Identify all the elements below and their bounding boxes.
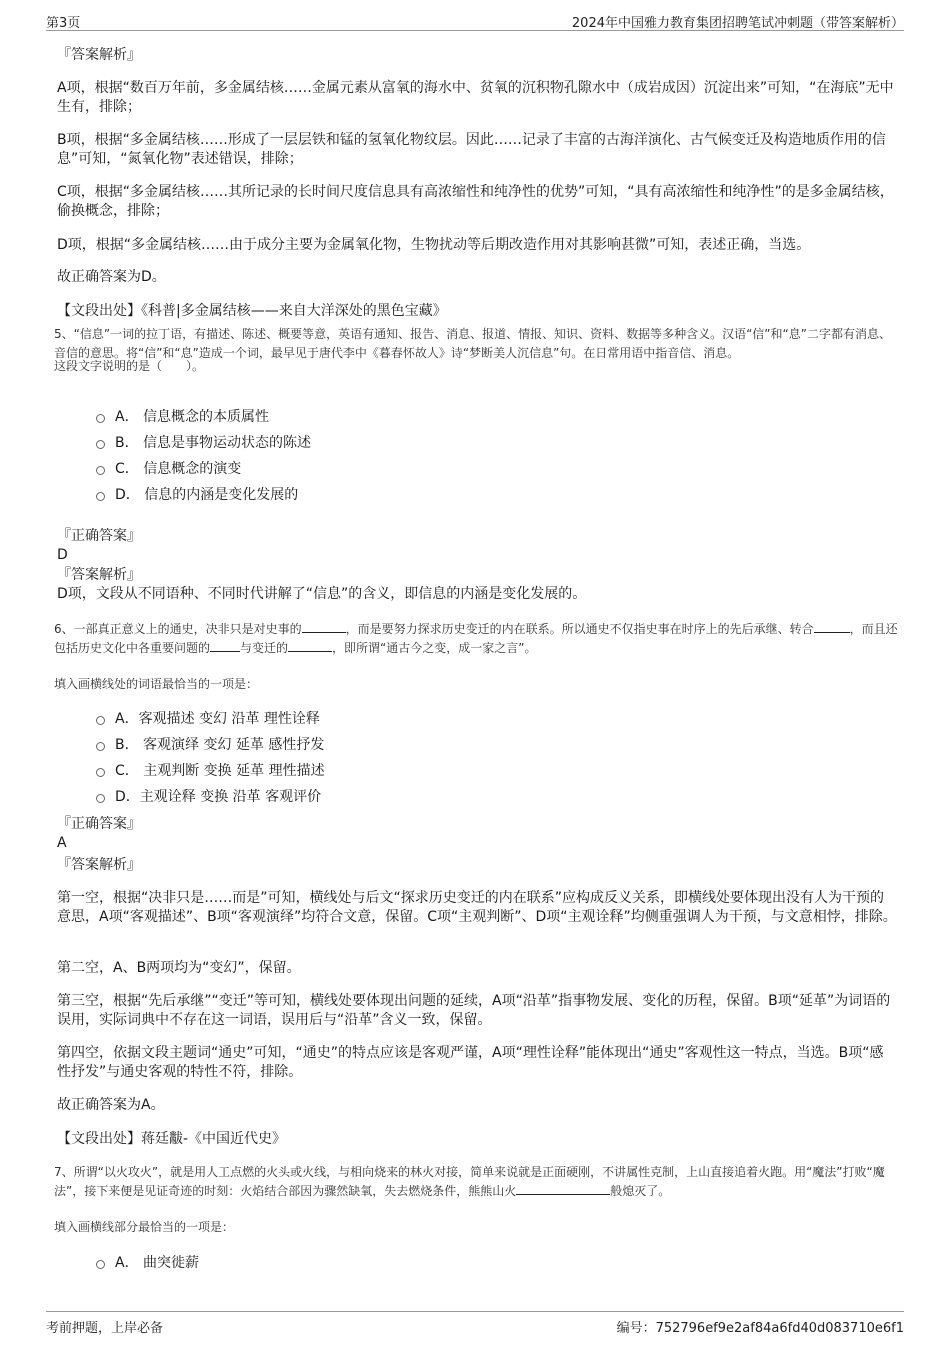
- q6-analysis-3: 第三空，根据“先后承继”“变迁”等可知，横线处要体现出问题的延续，A项“沿革”指事物发展、变化的历程，保留。B项“延革”为词语的误用，实际词典中不存在这一词语，误用后与“沿革”含义一致，保留。: [57, 993, 891, 1028]
- radio-icon[interactable]: [96, 742, 105, 751]
- q4-analysis-a: A项，根据“数百万年前，多金属结核……金属元素从富氧的海水中、贫氧的沉积物孔隙水中（成岩成因）沉淀出来”可知，“在海底”无中生有，排除；: [57, 80, 894, 115]
- q5-stem: 5、“信息”一词的拉丁语，有描述、陈述、概要等意，英语有通知、报告、消息、报道、情报、知识、资料、数据等多种含义。汉语“信”和“息”二字都有消息、音信的意思。将“信”和“息”造成一个词，最早见于唐代李中《暮春怀故人》诗“梦断美人沉信息”句。在日常用语中指音信、消息。: [54, 327, 891, 360]
- q6-analysis-2: 第二空，A、B两项均为“变幻”，保留。: [57, 960, 301, 976]
- q5-prompt: 这段文字说明的是（ ）。: [54, 359, 205, 373]
- radio-icon[interactable]: [96, 1260, 105, 1269]
- blank-2: [814, 620, 850, 633]
- q4-analysis-c: C项，根据“多金属结核……其所记录的长时间尺度信息具有高浓缩性和纯净性的优势”可知，“具有高浓缩性和纯净性”的是多金属结核，偷换概念，排除；: [57, 184, 894, 219]
- q6-answer: A: [57, 835, 67, 851]
- q7-prompt: 填入画横线部分最恰当的一项是：: [54, 1220, 235, 1234]
- radio-icon[interactable]: [96, 768, 105, 777]
- q6-option-b[interactable]: B． 客观演绎 变幻 延革 感性抒发: [96, 735, 324, 755]
- q7-option-a[interactable]: A． 曲突徙薪: [96, 1253, 199, 1273]
- radio-icon[interactable]: [96, 794, 105, 803]
- q7-stem: 7、所谓“以火攻火”，就是用人工点燃的火头或火线，与相向烧来的林火对接，简单来说就是正面硬刚，不讲属性克制，上山直接追着火跑。用“魔法”打败“魔法”，接下来便是见证奇迹的时刻：火焰结合部因为骤然缺氧，失去燃烧条件，熊熊山火 般熄灭了。: [54, 1165, 885, 1198]
- q6-option-a[interactable]: A．客观描述 变幻 沿革 理性诠释: [96, 709, 320, 729]
- q6-analysis-1: 第一空，根据“决非只是……而是”可知，横线处与后文“探求历史变迁的内在联系”应构成反义关系，即横线处要体现出没有人为干预的意思，A项“客观描述”、B项“客观演绎”均符合文意，保留。C项“主观判断”、D项“主观诠释”均侧重强调人为干预，与文意相悖，排除。: [57, 890, 897, 925]
- footer-slogan: 考前押题，上岸必备: [46, 1321, 164, 1336]
- q5-option-a[interactable]: A． 信息概念的本质属性: [96, 407, 269, 427]
- q5-analysis-label: 『答案解析』: [57, 567, 141, 583]
- q4-conclusion: 故正确答案为D。: [57, 269, 166, 285]
- q6-analysis-label: 『答案解析』: [57, 857, 141, 873]
- q4-analysis-label: 『答案解析』: [57, 47, 141, 63]
- q6-prompt: 填入画横线处的词语最恰当的一项是：: [54, 677, 259, 691]
- blank-1: [302, 620, 346, 633]
- q6-answer-label: 『正确答案』: [57, 816, 141, 832]
- blank-1: [516, 1182, 610, 1195]
- document-title: 2024年中国雅力教育集团招聘笔试冲刺题（带答案解析）: [571, 16, 904, 31]
- q6-conclusion: 故正确答案为A。: [57, 1097, 165, 1113]
- q6-option-c[interactable]: C． 主观判断 变换 延革 理性描述: [96, 761, 325, 781]
- radio-icon[interactable]: [96, 492, 105, 501]
- radio-icon[interactable]: [96, 414, 105, 423]
- document-id: 编号：752796ef9e2af84a6fd40d083710e6f1: [616, 1321, 904, 1336]
- page-footer: [46, 1311, 904, 1334]
- radio-icon[interactable]: [96, 466, 105, 475]
- q6-source: 【文段出处】蒋廷黻-《中国近代史》: [57, 1131, 287, 1147]
- q5-analysis: D项，文段从不同语种、不同时代讲解了“信息”的含义，即信息的内涵是变化发展的。: [57, 586, 587, 602]
- q5-option-c[interactable]: C． 信息概念的演变: [96, 459, 241, 479]
- q4-source: 【文段出处】《科普|多金属结核——来自大洋深处的黑色宝藏》: [57, 303, 447, 319]
- q6-analysis-4: 第四空，依据文段主题词“通史”可知，“通史”的特点应该是客观严谨，A项“理性诠释”能体现出“通史”客观性这一特点，当选。B项“感性抒发”与通史客观的特性不符，排除。: [57, 1045, 884, 1080]
- blank-3: [210, 639, 240, 652]
- blank-4: [288, 639, 332, 652]
- q6-option-d[interactable]: D．主观诠释 变换 沿革 客观评价: [96, 787, 321, 807]
- page-header: [46, 8, 904, 31]
- radio-icon[interactable]: [96, 440, 105, 449]
- page-number: 第3页: [46, 16, 81, 31]
- q5-answer: D: [57, 547, 68, 563]
- q6-stem: 6、一部真正意义上的通史，决非只是对史事的 ，而是要努力探求历史变迁的内在联系。所以通史不仅指史事在时序上的先后承继、转合 ，而且还包括历史文化中各重要问题的 与变迁的 ，即所谓“通古今之变，成一家之言”。: [54, 622, 898, 655]
- q5-answer-label: 『正确答案』: [57, 528, 141, 544]
- q4-analysis-b: B项，根据“多金属结核……形成了一层层铁和锰的氢氧化物纹层。因此……记录了丰富的古海洋演化、古气候变迁及构造地质作用的信息”可知，“氮氧化物”表述错误，排除；: [57, 132, 886, 167]
- q5-option-b[interactable]: B． 信息是事物运动状态的陈述: [96, 433, 311, 453]
- radio-icon[interactable]: [96, 716, 105, 725]
- q4-analysis-d: D项，根据“多金属结核……由于成分主要为金属氧化物，生物扰动等后期改造作用对其影响甚微”可知，表述正确，当选。: [57, 237, 811, 253]
- q5-option-d[interactable]: D． 信息的内涵是变化发展的: [96, 485, 298, 505]
